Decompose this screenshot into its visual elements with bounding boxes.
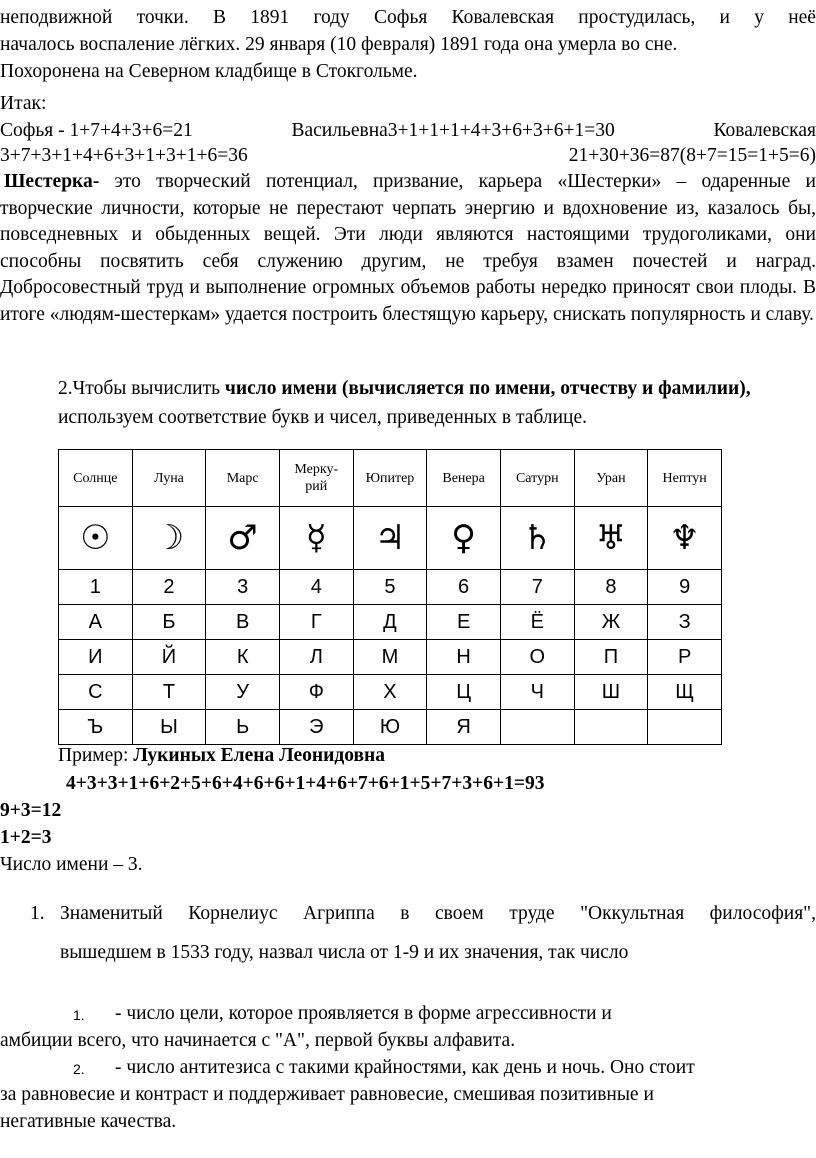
table-cell: М xyxy=(353,640,427,675)
point-2-bold: число имени (вычисляется по имени, отчеству и фамилии), xyxy=(224,378,751,399)
table-cell: Ш xyxy=(574,675,648,710)
calc-line-1 xyxy=(0,117,816,144)
table-cell: Л xyxy=(279,640,353,675)
planet-letter-table xyxy=(58,449,722,745)
table-cell: Венера xyxy=(427,450,501,507)
calc-vasilievna: Васильевна3+1+1+1+4+3+6+3+6+1=30 xyxy=(291,120,615,141)
intro-word: году xyxy=(313,7,350,28)
sub-2-text-b: за равновесие и контраст и поддерживает равновесие, смешивая позитивные и xyxy=(0,1084,654,1105)
table-cell: Щ xyxy=(648,675,722,710)
intro-word: и xyxy=(719,7,730,28)
table-cell: Д xyxy=(353,605,427,640)
reduce-1: 9+3=12 xyxy=(0,800,62,821)
table-cell: Ё xyxy=(500,605,574,640)
table-cell: У xyxy=(206,675,280,710)
six-paragraph xyxy=(0,169,816,328)
table-cell: 6 xyxy=(427,570,501,605)
sub-2-marker: 2. xyxy=(73,1061,85,1077)
table-cell: ♅ xyxy=(574,507,648,570)
table-cell xyxy=(500,710,574,745)
example-name: Лукиных Елена Леонидовна xyxy=(133,745,386,766)
intro-word: у xyxy=(754,7,764,28)
table-cell: ♄ xyxy=(500,507,574,570)
intro-word: точки. xyxy=(136,7,189,28)
table-cell: 1 xyxy=(59,570,133,605)
intro-line-3: Похоронена на Северном кладбище в Стокгольме. xyxy=(0,61,418,82)
table-cell: Т xyxy=(132,675,206,710)
table-row-letters xyxy=(59,710,722,745)
list-1-text-a: Знаменитый Корнелиус Агриппа в своем труде "Оккультная философия", xyxy=(60,903,816,924)
calc-sofya: Софья - 1+7+4+3+6=21 xyxy=(0,120,193,141)
point-2-paragraph xyxy=(58,374,798,432)
table-cell xyxy=(648,710,722,745)
table-cell: 7 xyxy=(500,570,574,605)
six-text: это творческий потенциал, призвание, карьера «Шестерки» – одаренные и творческие личности, которые не перестают черпать энергию и вдохновение из, казалось бы, повседневных и обыденных вещей. Эти люди являются настоящими трудоголиками, они способны посвятить себя служению другим, не требуя взамен почестей и наград. Добросовестный труд и выполнение огромных объемов работы нередко приносят свои плоды. В итоге «людям-шестеркам» удается построить блестящую карьеру, снискать популярность и славу. xyxy=(0,171,816,325)
table-cell xyxy=(574,710,648,745)
table-row-letters xyxy=(59,675,722,710)
table-cell: 4 xyxy=(279,570,353,605)
table-cell: Ь xyxy=(206,710,280,745)
itak-label: Итак: xyxy=(0,93,47,114)
table-cell: Я xyxy=(427,710,501,745)
table-cell: Х xyxy=(353,675,427,710)
table-cell: 3 xyxy=(206,570,280,605)
table-row-letters xyxy=(59,640,722,675)
intro-line-2: началось воспаление лёгких. 29 января (10 февраля) 1891 года она умерла во сне. xyxy=(0,34,678,55)
name-number: Число имени – 3. xyxy=(0,854,143,875)
table-cell: ♂ xyxy=(206,507,280,570)
table-cell: 5 xyxy=(353,570,427,605)
list-1-text-b: вышедшем в 1533 году, назвал числа от 1-9 и их значения, так число xyxy=(60,942,629,963)
table-cell: Луна xyxy=(132,450,206,507)
table-cell: А xyxy=(59,605,133,640)
table-cell: ♆ xyxy=(648,507,722,570)
table-cell: 2 xyxy=(132,570,206,605)
intro-word: Ковалевская xyxy=(451,7,555,28)
intro-word: простудилась, xyxy=(578,7,696,28)
table-row-symbols xyxy=(59,507,722,570)
calc-line-2 xyxy=(0,142,816,169)
table-cell: Б xyxy=(132,605,206,640)
table-cell: Е xyxy=(427,605,501,640)
intro-word: Софья xyxy=(374,7,428,28)
calc-kovalevskaya-label: Ковалевская xyxy=(713,120,816,141)
intro-word: 1891 xyxy=(250,7,290,28)
table-cell: Мерку- рий xyxy=(279,450,353,507)
table-cell: Ф xyxy=(279,675,353,710)
point-2-prefix: 2.Чтобы вычислить xyxy=(58,378,225,399)
table-cell: Юпитер xyxy=(353,450,427,507)
table-cell: ☿ xyxy=(279,507,353,570)
table-cell: Ж xyxy=(574,605,648,640)
reduce-2: 1+2=3 xyxy=(0,827,52,848)
intro-word: неподвижной xyxy=(0,7,113,28)
table-cell: П xyxy=(574,640,648,675)
example-label: Пример: xyxy=(58,745,134,766)
table-cell: Солнце xyxy=(59,450,133,507)
table-cell: С xyxy=(59,675,133,710)
table-cell: Й xyxy=(132,640,206,675)
intro-line-1 xyxy=(0,4,816,31)
point-2-rest: используем соответствие букв и чисел, приведенных в таблице. xyxy=(58,407,587,428)
sub-1-marker: 1. xyxy=(73,1007,85,1023)
list-1-marker: 1. xyxy=(30,903,45,924)
table-cell: З xyxy=(648,605,722,640)
example-sum: 4+3+3+1+6+2+5+6+4+6+6+1+4+6+7+6+1+5+7+3+6+1=93 xyxy=(66,773,545,794)
six-title: Шестерка- xyxy=(4,171,100,192)
calc-total: 21+30+36=87(8+7=15=1+5=6) xyxy=(568,145,816,166)
table-cell: О xyxy=(500,640,574,675)
intro-word: неё xyxy=(788,7,816,28)
sub-2-text-a: - число антитезиса с такими крайностями, как день и ночь. Оно стоит xyxy=(115,1057,695,1078)
table-cell: ☉ xyxy=(59,507,133,570)
table-cell: Г xyxy=(279,605,353,640)
table-cell: И xyxy=(59,640,133,675)
calc-kovalevskaya: 3+7+3+1+4+6+3+1+3+1+6=36 xyxy=(0,145,248,166)
table-cell: Ч xyxy=(500,675,574,710)
table-cell: 8 xyxy=(574,570,648,605)
table-cell: ♃ xyxy=(353,507,427,570)
table-row-numbers xyxy=(59,570,722,605)
table-cell: Ц xyxy=(427,675,501,710)
table-row-letters xyxy=(59,605,722,640)
sub-2-text-c: негативные качества. xyxy=(0,1111,177,1132)
table-cell: ☽ xyxy=(132,507,206,570)
table-cell: ♀ xyxy=(427,507,501,570)
table-cell: Ы xyxy=(132,710,206,745)
table-cell: Ю xyxy=(353,710,427,745)
table-cell: В xyxy=(206,605,280,640)
intro-word: В xyxy=(212,7,226,28)
table-cell: Марс xyxy=(206,450,280,507)
sub-1-text-a: - число цели, которое проявляется в форме агрессивности и xyxy=(115,1003,612,1024)
table-cell: Ъ xyxy=(59,710,133,745)
table-cell: Р xyxy=(648,640,722,675)
table-cell: Нептун xyxy=(648,450,722,507)
table-row-headers xyxy=(59,450,722,507)
table-cell: Н xyxy=(427,640,501,675)
table-cell: Уран xyxy=(574,450,648,507)
table-cell: Сатурн xyxy=(500,450,574,507)
sub-1-text-b: амбиции всего, что начинается с "А", первой буквы алфавита. xyxy=(0,1030,516,1051)
table-cell: Э xyxy=(279,710,353,745)
example-line xyxy=(58,742,816,769)
table-cell: К xyxy=(206,640,280,675)
table-cell: 9 xyxy=(648,570,722,605)
